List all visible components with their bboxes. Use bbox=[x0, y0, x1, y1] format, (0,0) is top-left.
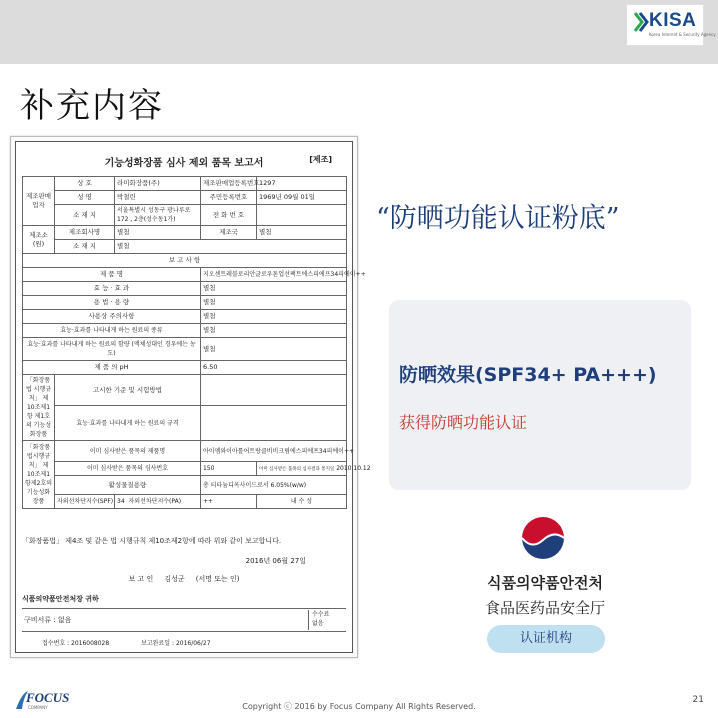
page-number: 21 bbox=[692, 695, 704, 705]
top-bar bbox=[0, 0, 718, 64]
report-document bbox=[15, 141, 371, 653]
table-cell: 제조소(원) bbox=[23, 226, 55, 254]
table-cell: 제조판매업자 bbox=[23, 177, 55, 226]
report-reporter-line bbox=[22, 574, 346, 584]
authority-name-cn: 食品医药品安全厅 bbox=[484, 599, 605, 617]
table-row bbox=[23, 375, 347, 406]
table-cell: 「화장품법 시행규칙」 제10조제1항 제1호의 기능성화장품 bbox=[23, 375, 55, 441]
page-title: 补充内容 bbox=[20, 86, 164, 126]
table-cell: 효능·효과를 나타내게 하는 원료의 규격 bbox=[55, 406, 201, 441]
slogan: “防晒功能认证粉底” bbox=[376, 203, 620, 234]
table-cell: 제 품 명 bbox=[23, 268, 201, 282]
effect-title: 防晒效果(SPF34+ PA+++) bbox=[399, 364, 657, 386]
table-cell: 별첨 bbox=[257, 226, 347, 240]
reporter-sign: (서명 또는 인) bbox=[195, 575, 240, 583]
report-closing-text: 「화장품법」 제4조 및 같은 법 시행규칙 제10조제2항에 따라 위와 같이 보고합니다. bbox=[22, 537, 282, 545]
table-cell bbox=[257, 205, 347, 226]
table-cell: ++ bbox=[201, 495, 257, 509]
table-row bbox=[23, 191, 347, 205]
approved-date: 2010.10.12 bbox=[336, 464, 371, 472]
focus-logo-subtitle: COMPANY bbox=[28, 705, 48, 710]
table-row bbox=[23, 310, 347, 324]
table-cell: 제 품 의 pH bbox=[23, 361, 201, 375]
table-cell: 별첨 bbox=[201, 324, 347, 338]
table-row bbox=[23, 268, 347, 282]
table-cell: 내 수 성 bbox=[257, 495, 347, 509]
table-row bbox=[23, 495, 347, 509]
table-cell: 주민등록번호 bbox=[201, 191, 257, 205]
copyright: Copyright ⓒ 2016 by Focus Company All Rights Reserved. bbox=[242, 702, 476, 711]
table-cell: 소 재 지 bbox=[55, 205, 115, 226]
table-row bbox=[23, 177, 347, 191]
approved-date-label: 이미 심사받은 품목의 심사결과 통지일 bbox=[259, 466, 335, 472]
table-cell: 제조회사명 bbox=[55, 226, 115, 240]
pa-label: 자외선차단지수(PA) bbox=[128, 498, 182, 505]
table-cell: 아이엠와이아롤어트랑클비비크림에스피에프34피에이++ bbox=[201, 441, 347, 462]
report-receipt bbox=[22, 638, 346, 647]
table-row bbox=[23, 462, 347, 476]
table-cell: 성 명 bbox=[55, 191, 115, 205]
fee-cell bbox=[308, 610, 340, 630]
table-cell: 별첨 bbox=[201, 310, 347, 324]
table-cell: 고시한 기준 및 시험방법 bbox=[55, 375, 201, 406]
report-image bbox=[10, 136, 371, 658]
table-row bbox=[23, 226, 347, 240]
table-cell: 라미화장품(주) bbox=[115, 177, 201, 191]
table-cell: 효능·효과를 나타내게 하는 원료의 종류 bbox=[23, 324, 201, 338]
table-cell: 이미 심사받은 품목의 심사번호 bbox=[55, 462, 201, 476]
table-cell: 사용상 주의사항 bbox=[23, 310, 201, 324]
table-cell: 이미 심사받은 품목의 제품명 bbox=[55, 441, 201, 462]
kisa-logo-text: KISA bbox=[649, 10, 697, 31]
table-cell: 150 bbox=[201, 462, 257, 476]
fee-value: 없음 bbox=[312, 620, 324, 627]
table-cell: 보 고 사 항 bbox=[23, 254, 347, 268]
table-cell: 전 화 번 호 bbox=[201, 205, 257, 226]
spf-value: 34 bbox=[117, 498, 125, 505]
table-row bbox=[23, 296, 347, 310]
table-cell: 박철린 bbox=[115, 191, 201, 205]
table-cell: 효능·효과를 나타내게 하는 원료의 함량 (액체성대인 경우에는 농도) bbox=[23, 338, 201, 361]
report-date: 2016년 06월 27일 bbox=[245, 557, 306, 565]
receipt-no: 접수번호 : 2016008028 bbox=[42, 640, 110, 647]
table-cell: 총 티타늄디옥사이드로서 6.05%(w/w) bbox=[201, 476, 347, 495]
table-cell: 지오센트레블로리안글로우톤업선팩트에스피에프34피에이++ bbox=[201, 268, 347, 282]
table-row bbox=[23, 282, 347, 296]
fee-label: 수수료 bbox=[312, 611, 330, 618]
table-row bbox=[23, 324, 347, 338]
mfds-emblem-icon bbox=[518, 516, 568, 566]
reporter-name: 김성군 bbox=[164, 575, 185, 583]
table-row bbox=[23, 361, 347, 375]
table-row bbox=[23, 240, 347, 254]
receipt-date: 보고완료일 : 2016/06/27 bbox=[141, 640, 211, 647]
table-cell: 소 재 지 bbox=[55, 240, 115, 254]
table-cell: 자외선차단지수(SPF) bbox=[55, 495, 115, 509]
attach-label: 구비서류 : 없음 bbox=[24, 616, 72, 624]
table-cell: 「화장품법시행규칙」 제10조제1항제2호의기능성화장품 bbox=[23, 441, 55, 509]
table-row bbox=[23, 441, 347, 462]
effect-subtitle: 获得防晒功能认证 bbox=[399, 413, 528, 432]
report-title: 기능성화장품 심사 제외 품목 보고서 bbox=[104, 158, 264, 169]
table-cell: 별첨 bbox=[201, 282, 347, 296]
table-cell: 효 능 · 효 과 bbox=[23, 282, 201, 296]
table-cell: 상 호 bbox=[55, 177, 115, 191]
focus-logo-text: FOCUS bbox=[26, 690, 70, 705]
table-cell: 제조판매업등록번호 bbox=[201, 177, 257, 191]
table-row bbox=[23, 205, 347, 226]
effect-box bbox=[389, 300, 691, 490]
report-form-table bbox=[22, 176, 371, 509]
table-cell: 용 법 · 용 량 bbox=[23, 296, 201, 310]
table-cell bbox=[201, 406, 347, 441]
table-cell: 별첨 bbox=[115, 226, 201, 240]
table-row bbox=[23, 476, 347, 495]
table-cell: 6.50 bbox=[201, 361, 347, 375]
report-tag: [제조] bbox=[309, 155, 332, 164]
table-cell bbox=[257, 462, 371, 476]
table-cell bbox=[201, 375, 347, 406]
table-cell: 별첨 bbox=[201, 338, 347, 361]
table-cell: 별첨 bbox=[201, 296, 347, 310]
authority-name-kr: 식품의약품안전처 bbox=[487, 574, 603, 592]
table-row bbox=[23, 406, 347, 441]
table-cell: 별첨 bbox=[115, 240, 347, 254]
table-row bbox=[23, 338, 347, 361]
table-cell: 제조국 bbox=[201, 226, 257, 240]
table-cell: 1969년 09월 01일 bbox=[257, 191, 347, 205]
table-cell: 서울특별시 성동구 광나루로 172 , 2층(성수동1가) bbox=[115, 205, 201, 226]
table-cell: 1297 bbox=[257, 177, 347, 191]
kisa-logo-subtitle: Korea Internet & Security Agency bbox=[649, 32, 716, 37]
kisa-logo bbox=[626, 4, 716, 46]
certification-authority-button[interactable]: 认证机构 bbox=[487, 625, 605, 653]
table-cell: 활성물질용량 bbox=[55, 476, 201, 495]
reporter-label: 보 고 인 bbox=[128, 575, 154, 583]
report-addressee: 식품의약품안전처장 귀하 bbox=[22, 595, 99, 603]
report-attachments bbox=[22, 608, 346, 632]
table-row bbox=[23, 254, 347, 268]
table-cell bbox=[115, 495, 201, 509]
